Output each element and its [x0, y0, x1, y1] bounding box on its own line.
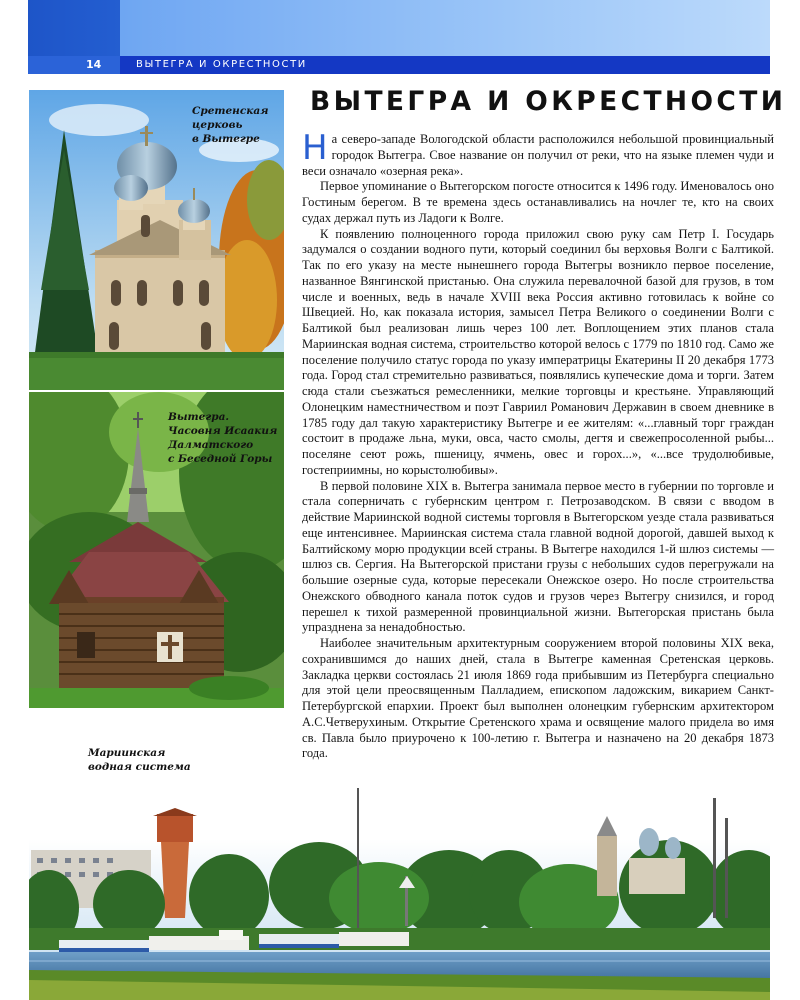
caption-line: Далматского — [168, 439, 254, 451]
caption-line: водная система — [88, 761, 191, 773]
caption-line: церковь — [192, 119, 243, 131]
caption-church — [192, 104, 268, 146]
paragraph: В первой половине XIX в. Вытегра занимала первое место в губернии по торговле и стала соперничать с губернским центром г. Петрозаводском. В связи с вводом в действие Мариинской водной системы торговля в Вытегорском уезде стала развиваться еще интенсивнее. Мариинская система стала главной водной дорогой, давшей выход к Балтийскому морю продукции всей страны. В Вытегре находился 1-й шлюз системы — шлюз св. Сергия. На Вытегорской пристани грузы с небольших судов перегружали на большие озерные суда, которые пересекали Онежское озеро. Но после строительства Онежского обводного канала поток судов и грузов через Вытегру снизился, и город перешел к тихой размеренной провинциальной жизни. Вытегорская пристань была упразднена за ненадобностью. — [302, 478, 774, 635]
caption-line: Сретенская — [192, 105, 269, 117]
header-light-band — [120, 0, 770, 56]
caption-canal — [88, 746, 191, 774]
article-body — [302, 128, 774, 762]
paragraph-text: а северо-западе Вологодской области расположился небольшой провинциальный городок Вытегра. Свое название он получил от реки, что на языке племен чуди и веси означало «озерная река». — [302, 132, 774, 178]
page-title: ВЫТЕГРА И ОКРЕСТНОСТИ — [310, 86, 787, 117]
caption-line: Вытегра. — [168, 411, 230, 423]
paragraph: Наиболее значительным архитектурным сооружением второй половины XIX века, сохранившимся до наших дней, стала в Вытегре каменная Сретенская церковь. Закладка церкви состоялась 21 июля 1869 года прибывшим из Петербурга специально для этой цели преосвященным Палладием, епископом ладожским, викарием Санкт-Петербургской епархии. Проект был выполнен олонецким губернским архитектором А.С.Четверухиным. Открытие Сретенского храма и освящение малого придела во имя св. Павла было приурочено к 100-летию г. Вытегра и назначено на 20 декабря 1873 года. — [302, 636, 774, 761]
paragraph — [302, 128, 774, 179]
caption-line: Мариинская — [88, 747, 166, 759]
caption-line: с Беседной Горы — [168, 453, 273, 465]
drop-cap: Н — [302, 128, 328, 168]
page-number: 14 — [86, 58, 102, 71]
running-head: ВЫТЕГРА И ОКРЕСТНОСТИ — [136, 59, 307, 70]
caption-line: в Вытегре — [192, 133, 260, 145]
caption-chapel — [168, 410, 277, 466]
paragraph: Первое упоминание о Вытегорском погосте относится к 1496 году. Именовалось оно Гостиным берегом. В те времена здесь останавливались на ночлег те, кто на своих судах держал путь из Ладоги к Волге. — [302, 179, 774, 225]
paragraph: К появлению полноценного города приложил свою руку сам Петр I. Государь задумался о создании водного пути, который соединил бы верховья Волги с Балтикой. Так по его указу на месте нынешнего города Вытегры возникло первое поселение, названное Вянгинской пристанью. Она служила перевалочной базой для грузов, в том числе и военных, ведь в начале XVIII века Россия активно готовилась к войне со Швецией. Но, как показала история, замысел Петра Великого о соединении Волги с Балтикой был реализован лишь через 100 лет. Воплощением этих планов стала Мариинская водная система, строительство которой велось с 1779 по 1810 год. Само же поселение получило статус города по указу императрицы Екатерины II 20 декабря 1773 года. Город стал стремительно развиваться, появлялись купеческие дома и торги. Затем сюда стали съезжаться ремесленники, мелкие торговцы и крестьяне. Управляющий Олонецким наместничеством и поэт Гавриил Романович Державин в своем дневнике в 1785 году дал такую характеристику Вытегре и ее жителям: «...главный торг граждан состоит в продаже льна, муки, овса, часто смолы, дегтя и свежепросоленной рыбы... поселяне сеют рожь, пшеницу, ячмень, овес и горох...», «...все трудолюбивые, гостеприимны, но корыстолюбивы». — [302, 226, 774, 477]
header-bar-left — [28, 56, 120, 74]
caption-line: Часовня Исаакия — [168, 425, 278, 437]
